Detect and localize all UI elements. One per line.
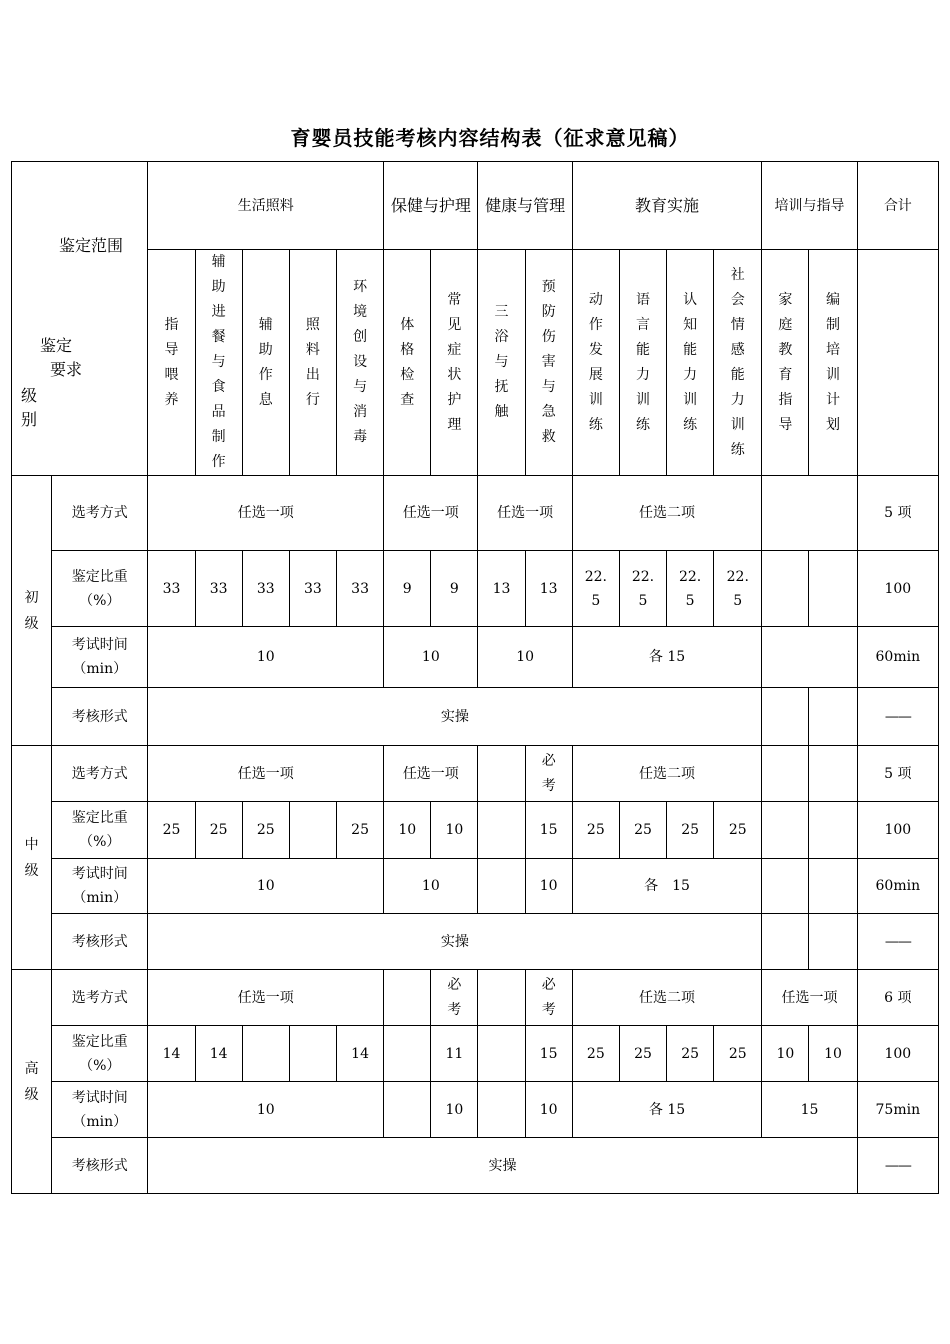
row-label-form: 考核形式 [52,1138,148,1194]
middle-weight-total: 100 [857,802,938,859]
item-header: 常见症状护理 [431,250,478,476]
junior-weight-cell: 33 [242,551,289,627]
junior-time-health-care: 10 [384,627,478,688]
middle-weight-cell [478,802,525,859]
senior-method-prevent: 必考 [525,970,572,1026]
group-life: 生活照料 [148,162,384,250]
item-header: 社会情感能力训练 [714,250,762,476]
junior-time-health-mgmt: 10 [478,627,572,688]
group-total: 合计 [857,162,938,250]
senior-weight-cell: 14 [148,1026,195,1082]
junior-time-edu: 各 15 [572,627,762,688]
senior-weight-cell: 15 [525,1026,572,1082]
junior-time-total: 60min [857,627,938,688]
senior-weight-cell [242,1026,289,1082]
junior-weight-cell: 13 [525,551,572,627]
senior-method-row [12,970,939,1026]
junior-time-life: 10 [148,627,384,688]
total-header-empty [857,250,938,476]
junior-weight-cell: 22.5 [667,551,714,627]
empty-cell [762,627,857,688]
empty-cell [762,688,809,746]
row-label-time: 考试时间 （min） [52,627,148,688]
junior-method-edu: 任选二项 [572,476,762,551]
senior-weight-cell: 25 [619,1026,666,1082]
senior-time-row [12,1082,939,1138]
junior-form-row [12,688,939,746]
row-label-weight: 鉴定比重 （%） [52,1026,148,1082]
empty-cell [762,476,857,551]
page-title: 育婴员技能考核内容结构表（征求意见稿） [290,126,690,150]
empty-cell [762,859,809,914]
row-label-time: 考试时间 （min） [52,1082,148,1138]
middle-time-edu: 各 15 [572,859,762,914]
junior-method-health-care: 任选一项 [384,476,478,551]
empty-cell [809,914,857,970]
row-label-form: 考核形式 [52,688,148,746]
junior-weight-cell: 22.5 [572,551,619,627]
item-header: 预防伤害与急救 [525,250,572,476]
senior-weight-cell [478,1026,525,1082]
row-label-method: 选考方式 [52,970,148,1026]
header-group-row [12,162,939,250]
junior-form-total: —— [857,688,938,746]
middle-time-health-care: 10 [384,859,478,914]
senior-method-train: 任选一项 [762,970,857,1026]
level-junior: 初级 [12,476,52,746]
middle-weight-cell: 25 [667,802,714,859]
junior-weight-cell [809,551,857,627]
item-header: 辅助作息 [242,250,289,476]
junior-time-row [12,627,939,688]
middle-weight-cell: 25 [242,802,289,859]
junior-weight-cell: 9 [431,551,478,627]
middle-method-health-care: 任选一项 [384,746,478,802]
item-header: 环境创设与消毒 [336,250,383,476]
senior-weight-total: 100 [857,1026,938,1082]
row-label-weight: 鉴定比重 （%） [52,551,148,627]
corner-req-label-1: 鉴定 [40,336,73,355]
senior-weight-cell [384,1026,431,1082]
middle-weight-cell [289,802,336,859]
middle-time-prevent: 10 [525,859,572,914]
senior-weight-cell: 10 [762,1026,809,1082]
middle-weight-cell: 25 [572,802,619,859]
item-header: 照料出行 [289,250,336,476]
row-label-time: 考试时间 （min） [52,859,148,914]
empty-cell [809,746,857,802]
empty-cell [762,746,809,802]
senior-time-train: 15 [762,1082,857,1138]
middle-weight-cell: 25 [336,802,383,859]
senior-form-total: —— [857,1138,938,1194]
row-label-form: 考核形式 [52,914,148,970]
junior-weight-cell: 33 [336,551,383,627]
junior-method-row [12,476,939,551]
junior-weight-cell: 33 [148,551,195,627]
junior-weight-cell: 33 [195,551,242,627]
junior-method-health-mgmt: 任选一项 [478,476,572,551]
senior-method-life: 任选一项 [148,970,384,1026]
senior-weight-cell: 25 [714,1026,762,1082]
row-label-weight: 鉴定比重 （%） [52,802,148,859]
junior-weight-cell [762,551,809,627]
middle-weight-cell: 10 [384,802,431,859]
junior-method-life: 任选一项 [148,476,384,551]
senior-form-row [12,1138,939,1194]
item-header: 动作发展训练 [572,250,619,476]
middle-weight-cell: 15 [525,802,572,859]
group-health-mgmt: 健康与管理 [478,162,572,250]
item-header: 编制培训计划 [809,250,857,476]
junior-weight-cell: 22.5 [714,551,762,627]
empty-cell [384,1082,431,1138]
middle-weight-cell [762,802,809,859]
senior-weight-cell: 10 [809,1026,857,1082]
assessment-structure-table [11,161,939,1194]
level-middle: 中级 [12,746,52,970]
middle-weight-cell: 10 [431,802,478,859]
middle-weight-cell: 25 [195,802,242,859]
header-item-row [12,250,939,476]
junior-weight-row [12,551,939,627]
junior-method-total: 5 项 [857,476,938,551]
middle-weight-cell [809,802,857,859]
empty-cell [809,688,857,746]
item-header: 体格检查 [384,250,431,476]
item-header: 家庭教育指导 [762,250,809,476]
group-health-care: 保健与护理 [384,162,478,250]
group-education: 教育实施 [572,162,762,250]
senior-weight-cell: 11 [431,1026,478,1082]
junior-weight-cell: 9 [384,551,431,627]
senior-time-life: 10 [148,1082,384,1138]
middle-time-row [12,859,939,914]
group-training: 培训与指导 [762,162,857,250]
item-header: 指导喂养 [148,250,195,476]
senior-weight-cell [289,1026,336,1082]
item-header: 认知能力训练 [667,250,714,476]
middle-method-row [12,746,939,802]
junior-weight-total: 100 [857,551,938,627]
middle-time-total: 60min [857,859,938,914]
item-header: 辅助进餐与食品制作 [195,250,242,476]
empty-cell [478,746,525,802]
junior-weight-cell: 22.5 [619,551,666,627]
senior-time-edu: 各 15 [572,1082,762,1138]
senior-form: 实操 [148,1138,857,1194]
senior-method-edu: 任选二项 [572,970,762,1026]
junior-weight-cell: 33 [289,551,336,627]
empty-cell [384,970,431,1026]
middle-form-row [12,914,939,970]
middle-weight-row [12,802,939,859]
junior-form: 实操 [148,688,762,746]
senior-time-total: 75min [857,1082,938,1138]
empty-cell [762,914,809,970]
senior-weight-cell: 14 [336,1026,383,1082]
middle-method-edu: 任选二项 [572,746,762,802]
empty-cell [809,859,857,914]
senior-time-prevent: 10 [525,1082,572,1138]
empty-cell [478,1082,525,1138]
senior-time-symptom: 10 [431,1082,478,1138]
senior-weight-row [12,1026,939,1082]
row-label-method: 选考方式 [52,746,148,802]
empty-cell [478,859,525,914]
senior-weight-cell: 25 [572,1026,619,1082]
middle-form: 实操 [148,914,762,970]
middle-weight-cell: 25 [714,802,762,859]
corner-range-label: 鉴定范围 [59,236,124,255]
level-senior: 高级 [12,970,52,1194]
middle-method-total: 5 项 [857,746,938,802]
empty-cell [478,970,525,1026]
middle-weight-cell: 25 [619,802,666,859]
senior-weight-cell: 25 [667,1026,714,1082]
row-label-method: 选考方式 [52,476,148,551]
middle-method-prevent: 必考 [525,746,572,802]
senior-method-total: 6 项 [857,970,938,1026]
corner-cell [12,162,148,476]
corner-req-label-2: 要求 [50,360,83,379]
middle-time-life: 10 [148,859,384,914]
corner-level-label: 级别 [21,386,38,429]
middle-weight-cell: 25 [148,802,195,859]
senior-weight-cell: 14 [195,1026,242,1082]
junior-weight-cell: 13 [478,551,525,627]
middle-method-life: 任选一项 [148,746,384,802]
item-header: 三浴与抚触 [478,250,525,476]
middle-form-total: —— [857,914,938,970]
senior-method-symptom: 必考 [431,970,478,1026]
item-header: 语言能力训练 [619,250,666,476]
